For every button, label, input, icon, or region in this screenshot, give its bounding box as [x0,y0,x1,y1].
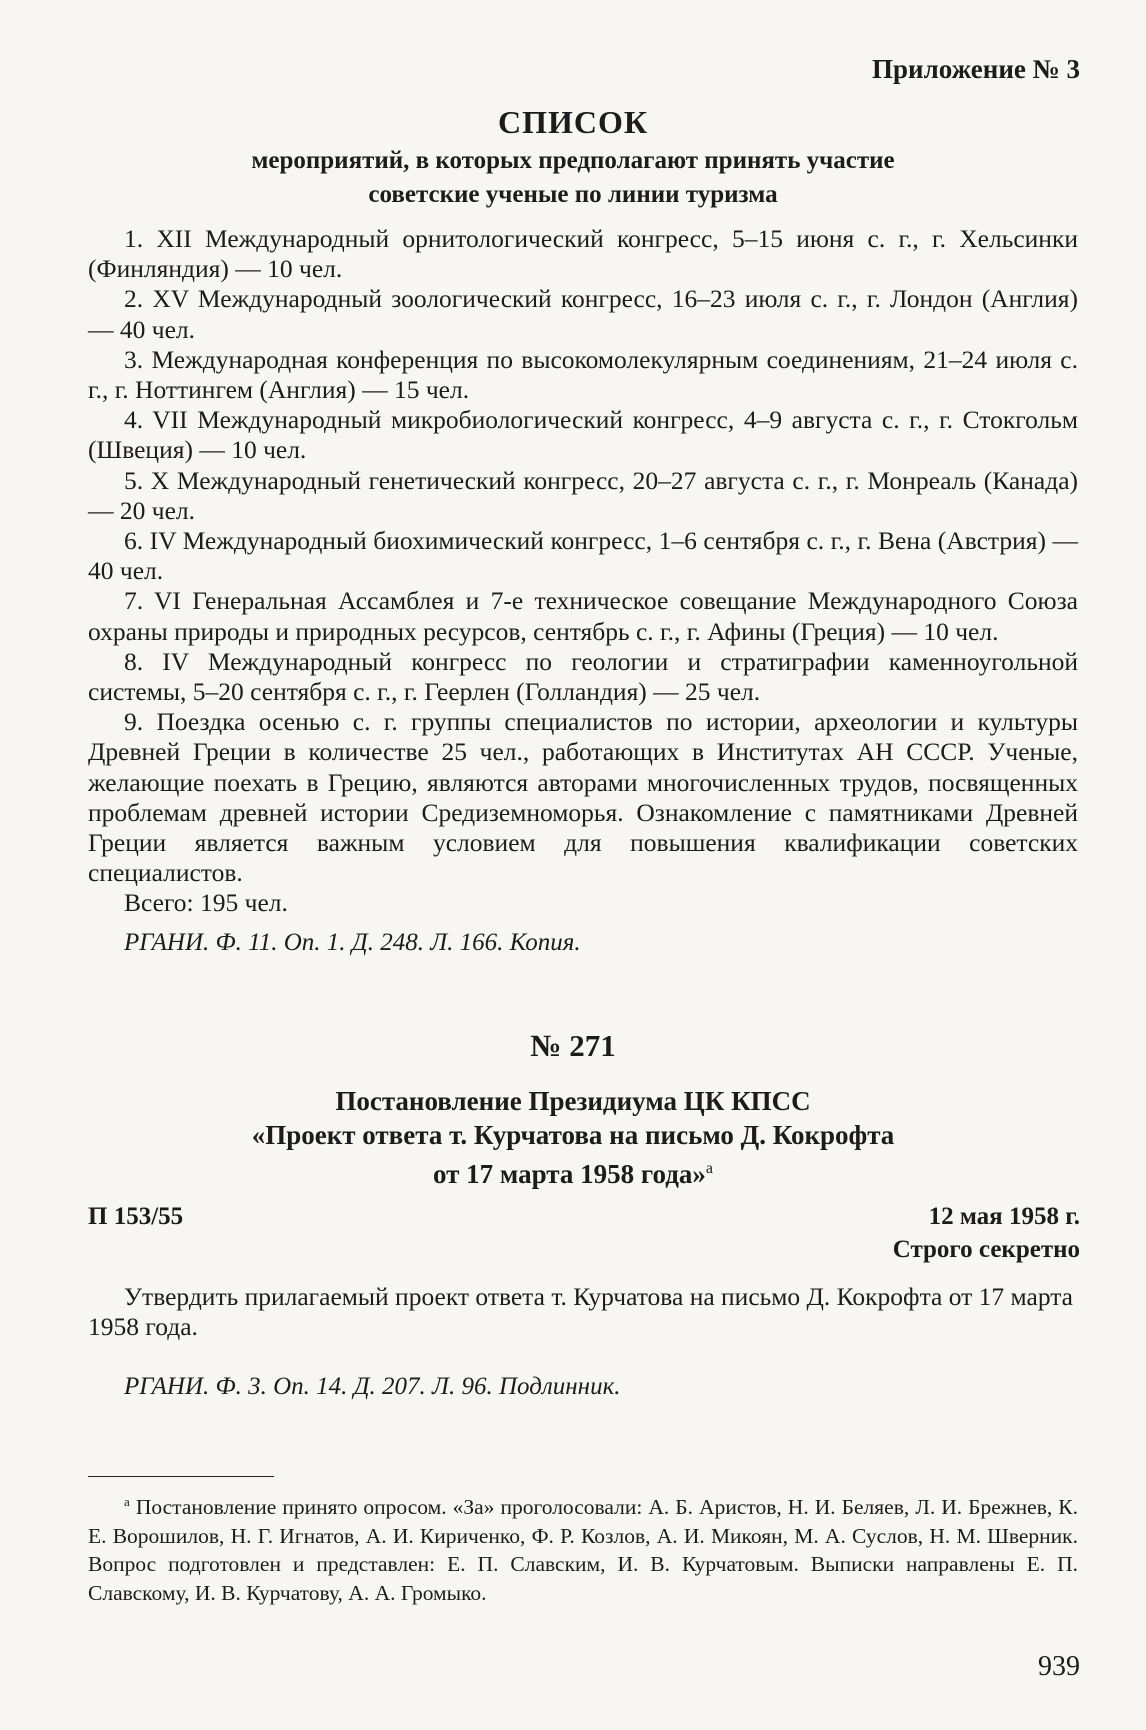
event-list [88,224,1078,919]
footnote-mark-ref: а [124,1494,130,1509]
approval-paragraph [88,1282,1078,1342]
decree-title-line-3-text: от 17 марта 1958 года» [433,1159,706,1189]
decree-title-line-2: «Проект ответа т. Курчатова на письмо Д. Кокрофта [251,1120,895,1150]
archive-source-2: РГАНИ. Ф. 3. Оп. 14. Д. 207. Л. 96. Подлинник. [124,1373,621,1400]
list-item: 4. VII Международный микробиологический конгресс, 4–9 августа с. г., г. Стокгольм (Швеция) — 10 чел. [88,405,1078,465]
decree-date: 12 мая 1958 г. [928,1203,1080,1230]
decree-title [0,1084,1146,1191]
footnote-text: Постановление принято опросом. «За» проголосовали: А. Б. Аристов, Н. И. Беляев, Л. И. Брежнев, К. Е. Ворошилов, Н. Г. Игнатов, А. И. Кириченко, Ф. Р. Козлов, А. И. Микоян, М. А. Суслов, Н. М. Шверник. Вопрос подготовлен и представлен: Е. П. Славским, И. В. Курчатовым. Выписки направлены Е. П. Славскому, И. В. Курчатову, А. А. Громыко. [88,1495,1079,1605]
approval-text: Утвердить прилагаемый проект ответа т. Курчатова на письмо Д. Кокрофта от 17 марта 1958 года. [88,1282,1074,1341]
document-number: № 271 [530,1028,616,1063]
list-item: 5. X Международный генетический конгресс, 20–27 августа с. г., г. Монреаль (Канада) — 20 чел. [88,465,1078,525]
protocol-reference: П 153/55 [88,1203,184,1230]
list-title: СПИСОК [497,104,649,140]
list-item: 6. IV Международный биохимический конгресс, 1–6 сентября с. г., г. Вена (Австрия) — 40 чел. [88,526,1078,586]
list-item: 2. XV Международный зоологический конгресс, 16–23 июля с. г., г. Лондон (Англия) — 40 чел. [88,284,1078,344]
footnote-mark: а [705,1160,713,1177]
footnote [88,1488,1078,1607]
list-item: 1. XII Международный орнитологический конгресс, 5–15 июня с. г., г. Хельсинки (Финляндия) — 10 чел. [88,224,1078,284]
footnote-divider [88,1476,274,1477]
list-item: 8. IV Международный конгресс по геологии и стратиграфии каменноугольной системы, 5–20 сентября с. г., г. Геерлен (Голландия) — 25 чел. [88,646,1078,707]
decree-title-line-1: Постановление Президиума ЦК КПСС [335,1086,811,1116]
list-total: Всего: 195 чел. [124,888,288,918]
page-number: 939 [1038,1651,1080,1682]
list-item: 3. Международная конференция по высокомолекулярным соединениям, 21–24 июля с. г., г. Ноттингем (Англия) — 15 чел. [88,344,1078,405]
list-item: 7. VI Генеральная Ассамблея и 7-е техническое совещание Международного Союза охраны природы и природных ресурсов, сентябрь с. г., г. Афины (Греция) — 10 чел. [88,586,1078,646]
list-subtitle-line-1: мероприятий, в которых предполагают принять участие [251,147,895,174]
appendix-label: Приложение № 3 [872,54,1080,84]
decree-title-line-3 [0,1152,1146,1191]
list-subtitle-line-2: советские ученые по линии туризма [368,181,778,208]
list-item: 9. Поездка осенью с. г. группы специалистов по истории, археологии и культуры Древней Греции в количестве 25 чел., работающих в Институтах АН СССР. Ученые, желающие поехать в Грецию, являются авторами многочисленных трудов, посвященных проблемам древней истории Средиземноморья. Ознакомление с памятниками Древней Греции является важным условием для повышения квалификации советских специалистов. [88,707,1078,888]
list-subtitle [0,144,1146,212]
classification-label: Строго секретно [892,1236,1080,1263]
archive-source-1: РГАНИ. Ф. 11. Оп. 1. Д. 248. Л. 166. Копия. [124,929,581,956]
